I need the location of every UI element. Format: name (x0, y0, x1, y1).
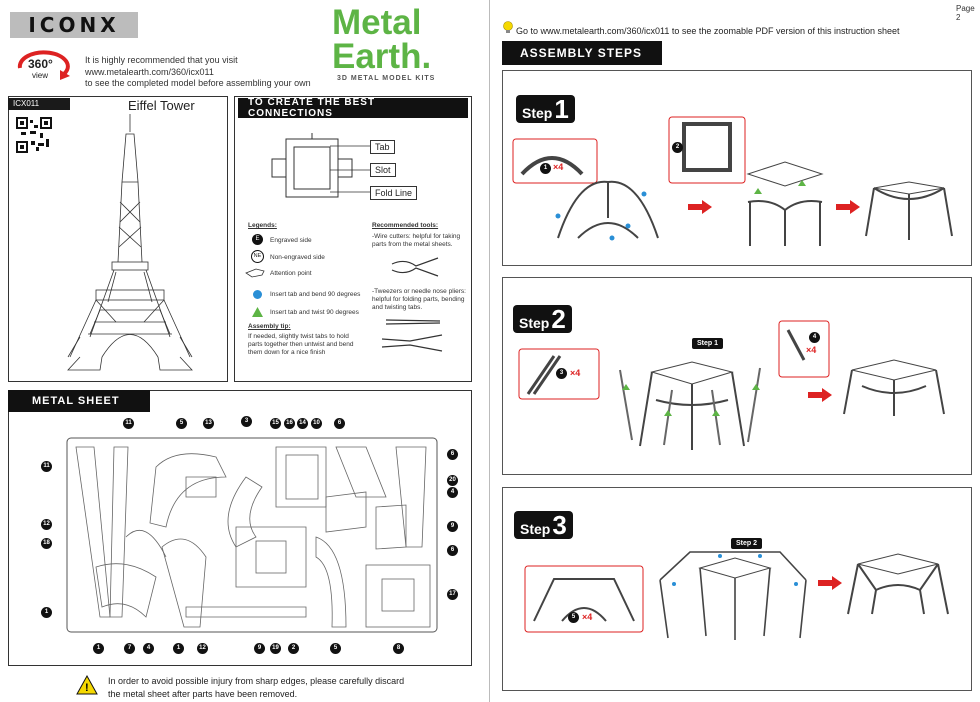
part-number-badge: 15 (270, 418, 281, 429)
non-engraved-icon: NE (251, 250, 264, 263)
part-5-badge: 5 (568, 612, 579, 623)
part-number-badge: 11 (123, 418, 134, 429)
recommend-link[interactable]: www.metalearth.com/360/icx011 (85, 66, 214, 77)
warning-text (108, 675, 404, 701)
connections-title: TO CREATE THE BEST CONNECTIONS (238, 98, 468, 118)
label-tab: Tab (370, 140, 395, 154)
part-number-badge: 10 (311, 418, 322, 429)
svg-text:360°: 360° (28, 57, 53, 71)
arrow-right-icon (688, 200, 712, 214)
legend-bend: Insert tab and bend 90 degrees (270, 291, 361, 298)
label-fold-line: Fold Line (370, 186, 417, 200)
step-2-assembly (612, 350, 772, 455)
goto-link[interactable]: Go to www.metalearth.com/360/icx011 to see the zoomable PDF version of this instruction sheet (516, 26, 900, 36)
legend-non-engraved: Non-engraved side (270, 254, 325, 261)
part-number-badge: 12 (41, 519, 52, 530)
tool-wire-cutters: -Wire cutters: helpful for taking parts from the metal sheets. (372, 233, 461, 248)
step-2-qty: ×4 (570, 368, 581, 378)
part-number-badge: 1 (41, 607, 52, 618)
recommend-line: to see the completed model before assembling your own (85, 78, 311, 88)
legend-attention: Attention point (270, 270, 312, 277)
part-number-badge: 4 (447, 487, 458, 498)
part-number-badge: 5 (176, 418, 187, 429)
green-triangle-icon (252, 307, 263, 317)
legend-engraved: Engraved side (270, 237, 312, 244)
logo-subtitle: 3D METAL MODEL KITS (337, 75, 436, 82)
part-number-badge: 7 (124, 643, 135, 654)
step-word: Step (522, 105, 553, 121)
part-number-badge: 12 (197, 643, 208, 654)
step-1-reference: Step 1 (692, 338, 723, 349)
lightbulb-icon (502, 21, 514, 35)
metal-sheet-title: METAL SHEET (8, 390, 150, 412)
model-code: ICX011 (8, 98, 70, 110)
part-number-badge: 9 (254, 643, 265, 654)
pliers-icon (380, 333, 446, 353)
part-number-badge: 19 (270, 643, 281, 654)
blue-dot-icon (253, 290, 262, 299)
page-number: Page 2 (956, 4, 975, 22)
eiffel-tower-illustration (60, 112, 200, 377)
model-name: Eiffel Tower (128, 98, 195, 113)
part-number-badge: 11 (41, 461, 52, 472)
step-1-arches (548, 168, 668, 248)
callout-lines (330, 144, 372, 198)
brand-iconx: ICONX (10, 12, 138, 38)
engraved-icon: E (252, 234, 263, 245)
part-4-badge: 4 (809, 332, 820, 343)
tweezers-icon (384, 316, 444, 328)
arrow-right-icon (808, 388, 832, 402)
part-number-badge: 14 (297, 418, 308, 429)
legend-twist: Insert tab and twist 90 degrees (270, 309, 359, 316)
step-1-result (864, 180, 954, 244)
page-divider (489, 0, 490, 702)
part-number-badge: 6 (447, 449, 458, 460)
step-number: 1 (554, 94, 569, 124)
part-number-badge: 17 (447, 589, 458, 600)
step-1-badge (516, 95, 575, 123)
step-word: Step (520, 521, 551, 537)
part-number-badge: 6 (334, 418, 345, 429)
step-2-qty-4: ×4 (806, 345, 817, 355)
part-1-badge: 1 (540, 163, 551, 174)
part-2-badge: 2 (672, 142, 683, 153)
step-2-strut-callout (778, 320, 830, 378)
arrow-right-icon (836, 200, 860, 214)
assembly-title: ASSEMBLY STEPS (502, 41, 662, 65)
part-number-badge: 1 (173, 643, 184, 654)
tip-title: Assembly tip: (248, 323, 291, 330)
part-3-badge: 3 (556, 368, 567, 379)
step-3-qty: ×4 (582, 612, 593, 622)
recommend-text (85, 55, 315, 90)
step-3-result (846, 550, 950, 620)
part-number-badge: 9 (447, 521, 458, 532)
part-number-badge: 20 (447, 475, 458, 486)
arrow-right-icon (818, 576, 842, 590)
legends-title: Legends: (248, 222, 277, 229)
qr-code-icon[interactable] (16, 117, 52, 153)
step-number: 3 (552, 510, 567, 540)
step-3-arch-callout (524, 565, 644, 633)
step-number: 2 (551, 304, 566, 334)
warning-line: the metal sheet after parts have been removed. (108, 689, 298, 699)
part-number-badge: 16 (284, 418, 295, 429)
part-number-badge: 18 (41, 538, 52, 549)
step-1-assembly (740, 150, 830, 250)
label-slot: Slot (370, 163, 396, 177)
step-2-result (842, 356, 946, 418)
view-360-icon[interactable] (14, 48, 74, 86)
part-number-badge: 3 (241, 416, 252, 427)
part-number-badge: 6 (447, 545, 458, 556)
svg-text:!: ! (85, 682, 89, 694)
logo-metal: Metal (332, 3, 422, 42)
step-3-assembly (650, 540, 810, 646)
step-2-badge (513, 305, 572, 333)
svg-text:view: view (32, 71, 49, 80)
warning-line: In order to avoid possible injury from sharp edges, please carefully discard (108, 676, 405, 686)
part-number-badge: 4 (143, 643, 154, 654)
wire-cutters-icon (390, 254, 440, 280)
metal-sheet-diagram (66, 437, 438, 633)
warning-icon (76, 675, 98, 695)
part-number-badge: 13 (203, 418, 214, 429)
part-number-badge: 5 (330, 643, 341, 654)
part-number-badge: 1 (93, 643, 104, 654)
step-2-reference: Step 2 (731, 538, 762, 549)
tools-title: Recommended tools: (372, 222, 439, 229)
recommend-line: It is highly recommended that you visit (85, 55, 238, 65)
tool-pliers: -Tweezers or needle nose pliers: helpful for folding parts, bending and twisting tabs. (372, 288, 466, 311)
step-word: Step (519, 315, 550, 331)
tip-text: If needed, slightly twist tabs to hold parts together then untwist and bend them down for a nice finish (248, 333, 354, 356)
step-1-qty: ×4 (553, 162, 564, 172)
part-number-badge: 8 (393, 643, 404, 654)
part-number-badge: 2 (288, 643, 299, 654)
logo-earth: Earth. (332, 37, 432, 76)
attention-hand-icon (244, 265, 266, 279)
step-3-badge (514, 511, 573, 539)
